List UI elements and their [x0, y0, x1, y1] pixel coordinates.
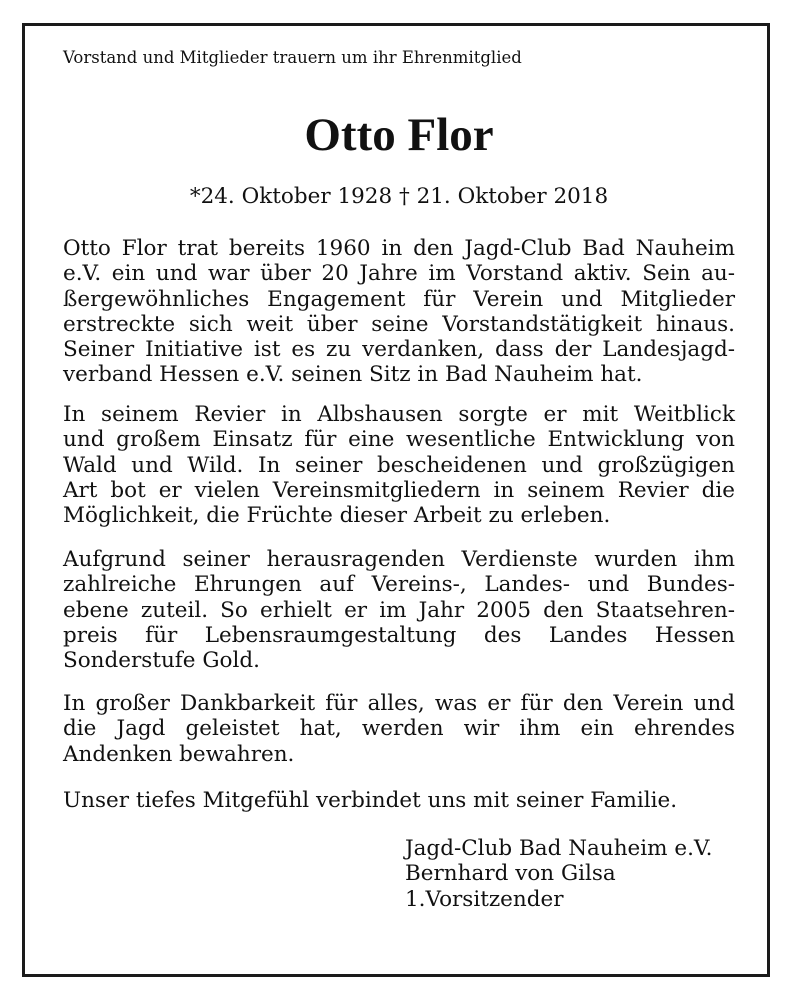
text-line: Wald und Wild. In seiner bescheidenen und großzügigen — [63, 452, 735, 478]
text-line: Seiner Initiative ist es zu verdanken, dass der Landesjagd- — [63, 337, 735, 363]
signature-block — [405, 836, 713, 912]
text-line: e.V. ein und war über 20 Jahre im Vorstand aktiv. Sein au- — [63, 261, 735, 287]
signature-person: Bernhard von Gilsa — [405, 861, 616, 887]
text-line: erstreckte sich weit über seine Vorstandstätigkeit hinaus. — [63, 311, 735, 337]
text-line: die Jagd geleistet hat, werden wir ihm ein ehrendes — [63, 716, 735, 742]
text-line: Art bot er vielen Vereinsmitgliedern in seinem Revier die — [63, 477, 735, 503]
deceased-name: Otto Flor — [304, 109, 494, 161]
text-line: ßergewöhnliches Engagement für Verein und Mitglieder — [63, 286, 735, 312]
signature-organization: Jagd-Club Bad Nauheim e.V. — [405, 836, 713, 861]
text-line: Andenken bewahren. — [63, 741, 295, 767]
text-line: verband Hessen e.V. seinen Sitz in Bad Nauheim hat. — [63, 362, 643, 388]
text-line: und großem Einsatz für eine wesentliche Entwicklung von — [63, 427, 735, 453]
text-line: In seinem Revier in Albshausen sorgte er mit Weitblick — [63, 402, 735, 427]
text-line: Sonderstufe Gold. — [63, 648, 260, 674]
signature-role: 1.Vorsitzender — [405, 886, 564, 912]
obituary-notice — [22, 23, 770, 977]
paragraph-condolence — [63, 788, 735, 813]
text-line: ebene zuteil. So erhielt er im Jahr 2005 den Staatsehren- — [63, 597, 735, 623]
text-line: Aufgrund seiner herausragenden Verdienste wurden ihm — [63, 547, 735, 572]
life-dates: *24. Oktober 1928 † 21. Oktober 2018 — [189, 184, 609, 209]
text-line: Otto Flor trat bereits 1960 in den Jagd-Club Bad Nauheim — [63, 236, 735, 261]
intro-line: Vorstand und Mitglieder trauern um ihr Ehrenmitglied — [63, 48, 522, 67]
paragraph-revier — [63, 402, 735, 528]
text-line: In großer Dankbarkeit für alles, was er für den Verein und — [63, 691, 735, 716]
text-line: zahlreiche Ehrungen auf Vereins-, Landes- und Bundes- — [63, 572, 735, 598]
paragraph-honors — [63, 547, 735, 673]
text-line: Unser tiefes Mitgefühl verbindet uns mit seiner Familie. — [63, 788, 678, 813]
text-line: preis für Lebensraumgestaltung des Landes Hessen — [63, 622, 735, 648]
text-line: Möglichkeit, die Früchte dieser Arbeit zu erleben. — [63, 503, 611, 529]
paragraph-membership — [63, 236, 735, 388]
paragraph-gratitude — [63, 691, 735, 767]
